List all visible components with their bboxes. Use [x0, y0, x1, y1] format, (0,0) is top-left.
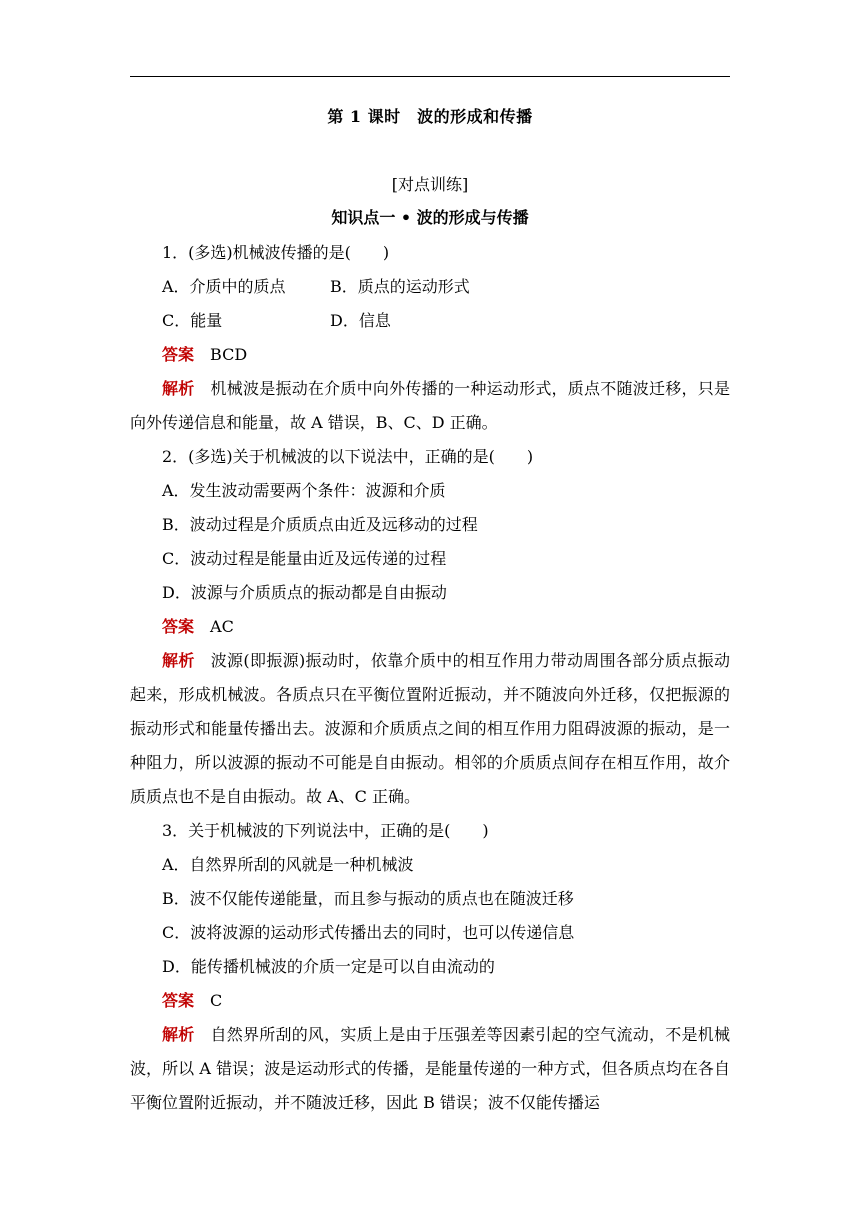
option-c: C．波将波源的运动形式传播出去的同时，也可以传递信息: [162, 923, 575, 942]
analysis-text: 自然界所刮的风，实质上是由于压强差等因素引起的空气流动，不是机械波，所以 A 错误；波是运动形式的传播，是能量传递的一种方式，但各质点均在各自平衡位置附近振动，并不随波迁移，因此 B 错误；波不仅能传播运: [130, 1025, 730, 1112]
question-stem: 1．(多选)机械波传播的是( ): [162, 243, 390, 262]
page-title: 第 1 课时 波的形成和传播: [327, 107, 533, 126]
question-3: [130, 814, 730, 1120]
answer-tag: 答案: [162, 617, 195, 636]
option-d: D．能传播机械波的介质一定是可以自由流动的: [162, 957, 495, 976]
answer-tag: 答案: [162, 991, 195, 1010]
option-c: C．波动过程是能量由近及远传递的过程: [162, 549, 447, 568]
question-stem: 3．关于机械波的下列说法中，正确的是( ): [162, 821, 489, 840]
question-stem: 2．(多选)关于机械波的以下说法中，正确的是( ): [162, 447, 534, 466]
question-2: [130, 440, 730, 814]
answer-line: [130, 610, 730, 644]
answer-value: AC: [210, 617, 234, 636]
option-b: B．波动过程是介质质点由近及远移动的过程: [162, 515, 478, 534]
section-label: [对点训练]: [391, 175, 469, 194]
analysis-paragraph: [130, 1018, 730, 1120]
option-row: [130, 304, 730, 338]
analysis-text: 机械波是振动在介质中向外传播的一种运动形式，质点不随波迁移，只是向外传递信息和能量，故 A 错误，B、C、D 正确。: [130, 379, 730, 432]
analysis-tag: 解析: [162, 651, 195, 670]
option-a: A．介质中的质点: [162, 277, 286, 296]
analysis-tag: 解析: [162, 379, 195, 398]
answer-value: C: [210, 991, 223, 1010]
option-row: [130, 270, 730, 304]
option-a: A．自然界所刮的风就是一种机械波: [162, 855, 414, 874]
analysis-paragraph: [130, 644, 730, 814]
analysis-paragraph: [130, 372, 730, 440]
header-rule: [130, 76, 730, 77]
knowledge-point-heading: 知识点一 • 波的形成与传播: [331, 208, 529, 227]
option-d: D．波源与介质质点的振动都是自由振动: [162, 583, 447, 602]
answer-line: [130, 984, 730, 1018]
option-c: C．能量: [162, 311, 223, 330]
option-d: D．信息: [330, 311, 391, 330]
answer-value: BCD: [210, 345, 248, 364]
analysis-tag: 解析: [162, 1025, 195, 1044]
analysis-text: 波源(即振源)振动时，依靠介质中的相互作用力带动周围各部分质点振动起来，形成机械波。各质点只在平衡位置附近振动，并不随波向外迁移，仅把振源的振动形式和能量传播出去。波源和介质质点之间的相互作用力阻碍波源的振动，是一种阻力，所以波源的振动不可能是自由振动。相邻的介质质点间存在相互作用，故介质质点也不是自由振动。故 A、C 正确。: [130, 651, 730, 806]
question-1: [130, 236, 730, 440]
option-b: B．质点的运动形式: [330, 277, 470, 296]
question-list: [130, 236, 730, 1120]
answer-tag: 答案: [162, 345, 195, 364]
option-b: B．波不仅能传递能量，而且参与振动的质点也在随波迁移: [162, 889, 574, 908]
option-a: A．发生波动需要两个条件：波源和介质: [162, 481, 446, 500]
answer-line: [130, 338, 730, 372]
